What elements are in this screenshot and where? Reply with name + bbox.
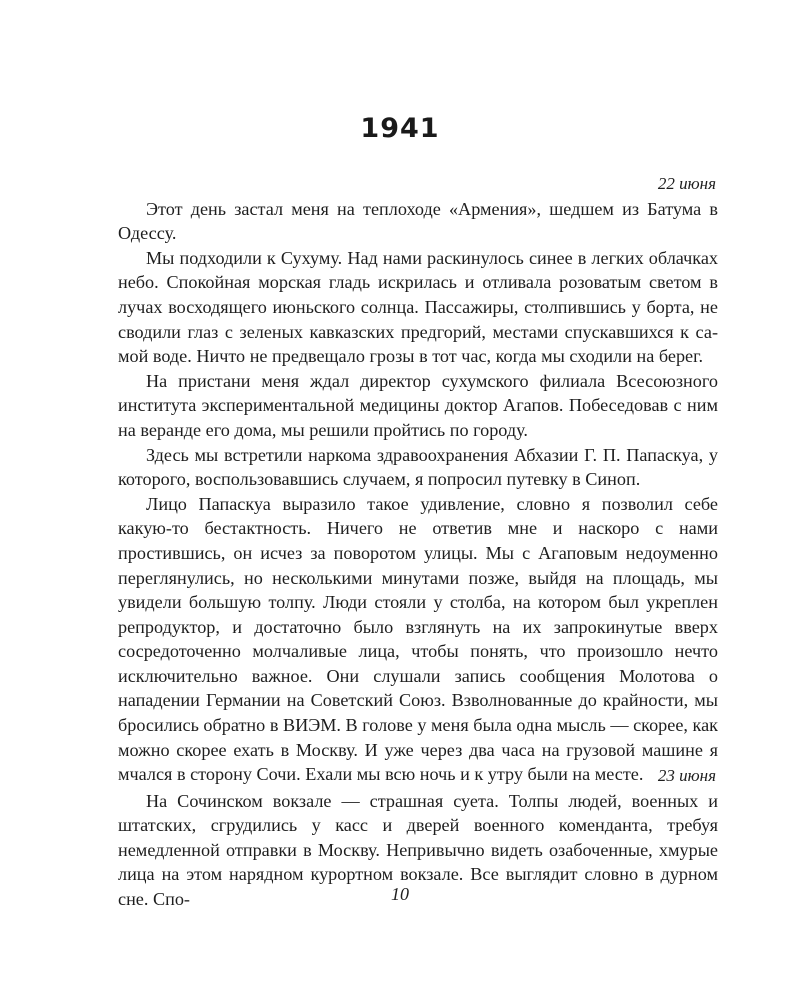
- paragraph: На пристани меня ждал директор сухумского филиала Всесоюзного института экспериментальной медицины доктор Агапов. Побеседовав с ним на веранде его дома, мы решили пройтись по городу.: [118, 370, 718, 440]
- entry-date: 22 июня: [657, 174, 716, 193]
- paragraph: Здесь мы встретили наркома здравоохранения Абхазии Г. П. Папаскуа, у которого, воспользовавшись случаем, я попросил путевку в Синоп.: [118, 444, 718, 490]
- diary-entry: [118, 172, 718, 787]
- paragraph: На Сочинском вокзале — страшная суета. Толпы людей, военных и штатских, сгрудились у касс и дверей военного коменданта, требуя немедленной отправки в Москву. Непривычно видеть озабоченные, хмурые лица на этом нарядном курортном вокзале. Все выглядит словно в дурном сне. Спо-: [118, 790, 718, 909]
- paragraph: Лицо Папаскуа выразило такое удивление, словно я позволил себе какую-то бестактность. Ничего не ответив мне и наскоро с нами простившись, он исчез за поворотом улицы. Мы с Агаповым недоуменно переглянулись, но несколькими минутами позже, выйдя на площадь, мы увидели большую толпу. Люди стояли у столба, на котором был укреплен репродуктор, и достаточно было взглянуть на их запрокинутые вверх сосредоточенно молчаливые лица, чтобы понять, что произошло нечто исключительно важное. Они слушали запись сообщения Молотова о нападении Германии на Советский Союз. Взволнованные до крайности, мы бросились обратно в ВИЭМ. В голове у меня была одна мысль — скорее, как можно скорее ехать в Москву. И уже через два часа на грузовой машине я мчался в сторону Сочи. Ехали мы всю ночь и к утру были на месте.: [118, 493, 718, 785]
- year-heading: 1941: [360, 113, 440, 144]
- paragraph: Этот день застал меня на теплоходе «Армения», шедшем из Батума в Одессу.: [118, 198, 718, 244]
- page-number: 10: [391, 884, 409, 904]
- entry-date: 23 июня: [657, 766, 716, 785]
- paragraph: Мы подходили к Сухуму. Над нами раскинулось синее в легких облачках небо. Спокойная морская гладь искрилась и отливала розоватым светом в лучах восходящего июньского солнца. Пассажиры, столпившись у борта, не сводили глаз с зеленых кавказских предгорий, местами спускавшихся к самой воде. Ничто не предвещало грозы в тот час, когда мы сходили на берег.: [118, 247, 718, 367]
